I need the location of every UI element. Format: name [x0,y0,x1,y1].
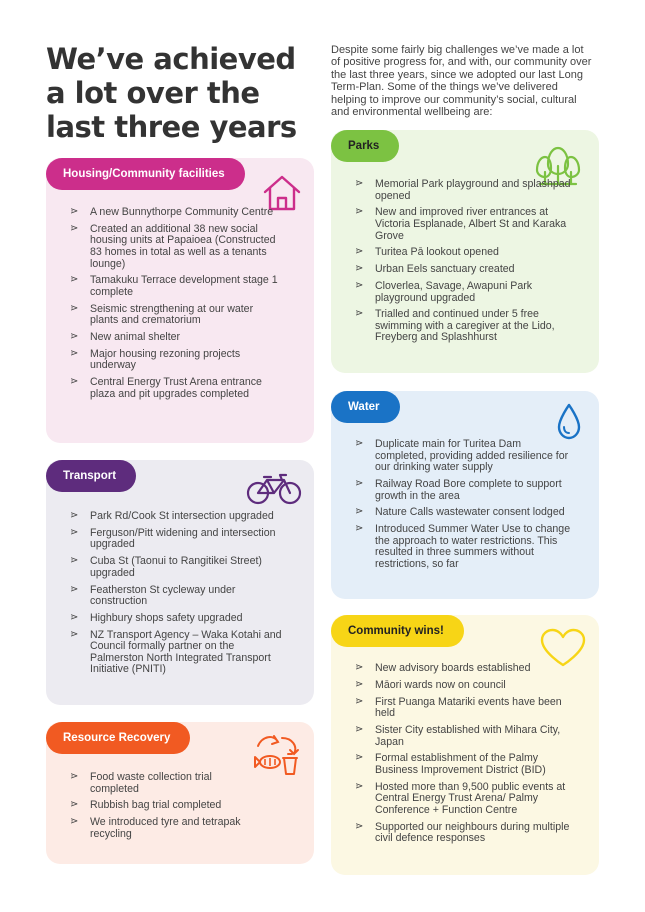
community-item-text: Hosted more than 9,500 public events at Central Energy Trust Arena/ Palmy Conference + Function Centre [375,780,566,816]
housing-item-text: Central Energy Trust Arena entrance plaza and pit upgrades completed [90,376,262,400]
parks-item-text: Cloverlea, Savage, Awapuni Park playground upgraded [375,279,533,304]
parks-item-text: Trialled and continued under 5 free swimming with a caregiver at the Lido, Freyberg and Splashhurst [375,308,555,344]
chevron-bullet-icon: ⋗ [70,331,79,343]
water-list-item [355,479,575,502]
parks-list-item [355,309,575,344]
transport-list-item [70,585,290,608]
resource-item-text: Food waste collection trial completed [90,771,212,795]
water-list [355,439,575,576]
community-item-text: First Puanga Matariki events have been held [375,695,562,720]
housing-item-text: A new Bunnythorpe Community Centre [90,206,274,218]
housing-item-text: Tamakuku Terrace development stage 1 complete [90,274,278,298]
community-list-item [355,697,575,720]
parks-item-text: Urban Eels sanctuary created [375,263,515,276]
water-list-item [355,439,575,474]
chevron-bullet-icon: ⋗ [355,206,364,218]
transport-list [70,511,290,681]
chevron-bullet-icon: ⋗ [70,206,79,217]
parks-list-item [355,247,575,259]
water-item-text: Introduced Summer Water Use to change the approach to water restrictions. This resulted in three summers without restrictions, so far [375,523,571,570]
community-list-item [355,725,575,748]
housing-list [70,207,280,406]
transport-item-text: Highbury shops safety upgraded [90,611,243,624]
resource-list-item [70,817,260,840]
parks-list-item [355,207,575,242]
resource-list [70,772,260,846]
transport-list-item [70,613,290,625]
water-item-text: Railway Road Bore complete to support growth in the area [375,477,562,502]
water-item-text: Nature Calls wastewater consent lodged [375,506,565,519]
chevron-bullet-icon: ⋗ [70,510,79,521]
transport-title-pill: Transport [46,460,136,492]
housing-item-text: New animal shelter [90,331,181,344]
transport-item-text: Ferguson/Pitt widening and intersection upgraded [90,526,276,551]
community-item-text: Supported our neighbours during multiple civil defence responses [375,820,570,845]
community-list-item [355,680,575,692]
chevron-bullet-icon: ⋗ [355,263,364,275]
chevron-bullet-icon: ⋗ [70,222,79,234]
water-title-pill: Water [331,391,400,423]
chevron-bullet-icon: ⋗ [70,347,79,359]
housing-list-item [70,377,280,400]
housing-list-item [70,224,280,270]
chevron-bullet-icon: ⋗ [355,506,364,518]
chevron-bullet-icon: ⋗ [355,246,364,258]
chevron-bullet-icon: ⋗ [70,526,79,538]
chevron-bullet-icon: ⋗ [355,308,364,320]
community-list-item [355,822,575,845]
housing-list-item [70,275,280,298]
chevron-bullet-icon: ⋗ [355,438,364,449]
intro-paragraph: Despite some fairly big challenges we’ve made a lot of positive progress for, and with, our community over the last three years, since we adopted our last Long Term-Plan. Some of the things we’ve delivered helping to improve our community’s social, cultural and environmental wellbeing are: [331,44,592,119]
resource-list-item [70,772,260,795]
housing-list-item [70,207,280,219]
community-item-text: Sister City established with Mihara City, Japan [375,723,561,748]
housing-list-item [70,332,280,344]
chevron-bullet-icon: ⋗ [70,274,79,286]
chevron-bullet-icon: ⋗ [355,662,364,673]
chevron-bullet-icon: ⋗ [70,302,79,314]
page-headline: We’ve achieved a lot over the last three years [46,42,297,144]
housing-item-text: Major housing rezoning projects underway [90,347,241,372]
community-item-text: Māori wards now on council [375,678,506,691]
parks-item-text: Memorial Park playground and splashpad opened [375,178,571,202]
transport-item-text: Park Rd/Cook St intersection upgraded [90,510,274,522]
resource-title-pill: Resource Recovery [46,722,190,754]
community-item-text: New advisory boards established [375,662,531,674]
parks-item-text: New and improved river entrances at Victoria Esplanade, Albert St and Karaka Grove [375,206,567,242]
chevron-bullet-icon: ⋗ [355,523,364,535]
chevron-bullet-icon: ⋗ [355,279,364,291]
water-drop-icon [556,403,582,441]
community-card [331,615,599,875]
chevron-bullet-icon: ⋗ [355,820,364,832]
chevron-bullet-icon: ⋗ [70,376,79,388]
water-item-text: Duplicate main for Turitea Dam completed, providing added resilience for our drinking water supply [375,438,569,474]
resource-item-text: Rubbish bag trial completed [90,799,222,812]
transport-item-text: Cuba St (Taonui to Rangitikei Street) upgraded [90,555,262,579]
chevron-bullet-icon: ⋗ [70,816,79,828]
community-list-item [355,753,575,776]
resource-list-item [70,800,260,812]
transport-card [46,460,314,705]
parks-list [355,179,575,349]
water-card [331,391,599,599]
community-list-item [355,782,575,817]
transport-item-text: NZ Transport Agency – Waka Kotahi and Council formally partner on the Palmerston North Integrated Transport Initiative (PNITI) [90,628,282,676]
housing-item-text: Seismic strengthening at our water plants and crematorium [90,302,254,327]
water-list-item [355,507,575,519]
parks-item-text: Turitea Pā lookout opened [375,246,499,259]
chevron-bullet-icon: ⋗ [355,178,364,189]
community-title-pill: Community wins! [331,615,464,647]
chevron-bullet-icon: ⋗ [355,678,364,690]
parks-title-pill: Parks [331,130,399,162]
transport-list-item [70,630,290,676]
transport-list-item [70,556,290,579]
chevron-bullet-icon: ⋗ [70,799,79,811]
community-list [355,663,575,850]
parks-card [331,130,599,373]
housing-title-pill: Housing/Community facilities [46,158,245,190]
chevron-bullet-icon: ⋗ [70,771,79,782]
housing-card [46,158,314,443]
chevron-bullet-icon: ⋗ [355,780,364,792]
housing-list-item [70,304,280,327]
water-list-item [355,524,575,570]
resource-card [46,722,314,864]
parks-list-item [355,281,575,304]
transport-list-item [70,528,290,551]
parks-list-item [355,179,575,202]
resource-item-text: We introduced tyre and tetrapak recycling [90,816,241,840]
chevron-bullet-icon: ⋗ [355,723,364,735]
chevron-bullet-icon: ⋗ [70,583,79,595]
housing-list-item [70,349,280,372]
chevron-bullet-icon: ⋗ [70,555,79,567]
chevron-bullet-icon: ⋗ [355,477,364,489]
chevron-bullet-icon: ⋗ [70,611,79,623]
transport-item-text: Featherston St cycleway under construction [90,583,236,608]
chevron-bullet-icon: ⋗ [355,752,364,764]
bicycle-icon [246,473,302,505]
community-item-text: Formal establishment of the Palmy Business Improvement District (BID) [375,752,546,776]
community-list-item [355,663,575,675]
housing-item-text: Created an additional 38 new social housing units at Papaioea (Constructed 83 homes in total as well as a tenants lounge) [90,222,276,270]
chevron-bullet-icon: ⋗ [70,628,79,640]
transport-list-item [70,511,290,523]
parks-list-item [355,264,575,276]
chevron-bullet-icon: ⋗ [355,695,364,707]
